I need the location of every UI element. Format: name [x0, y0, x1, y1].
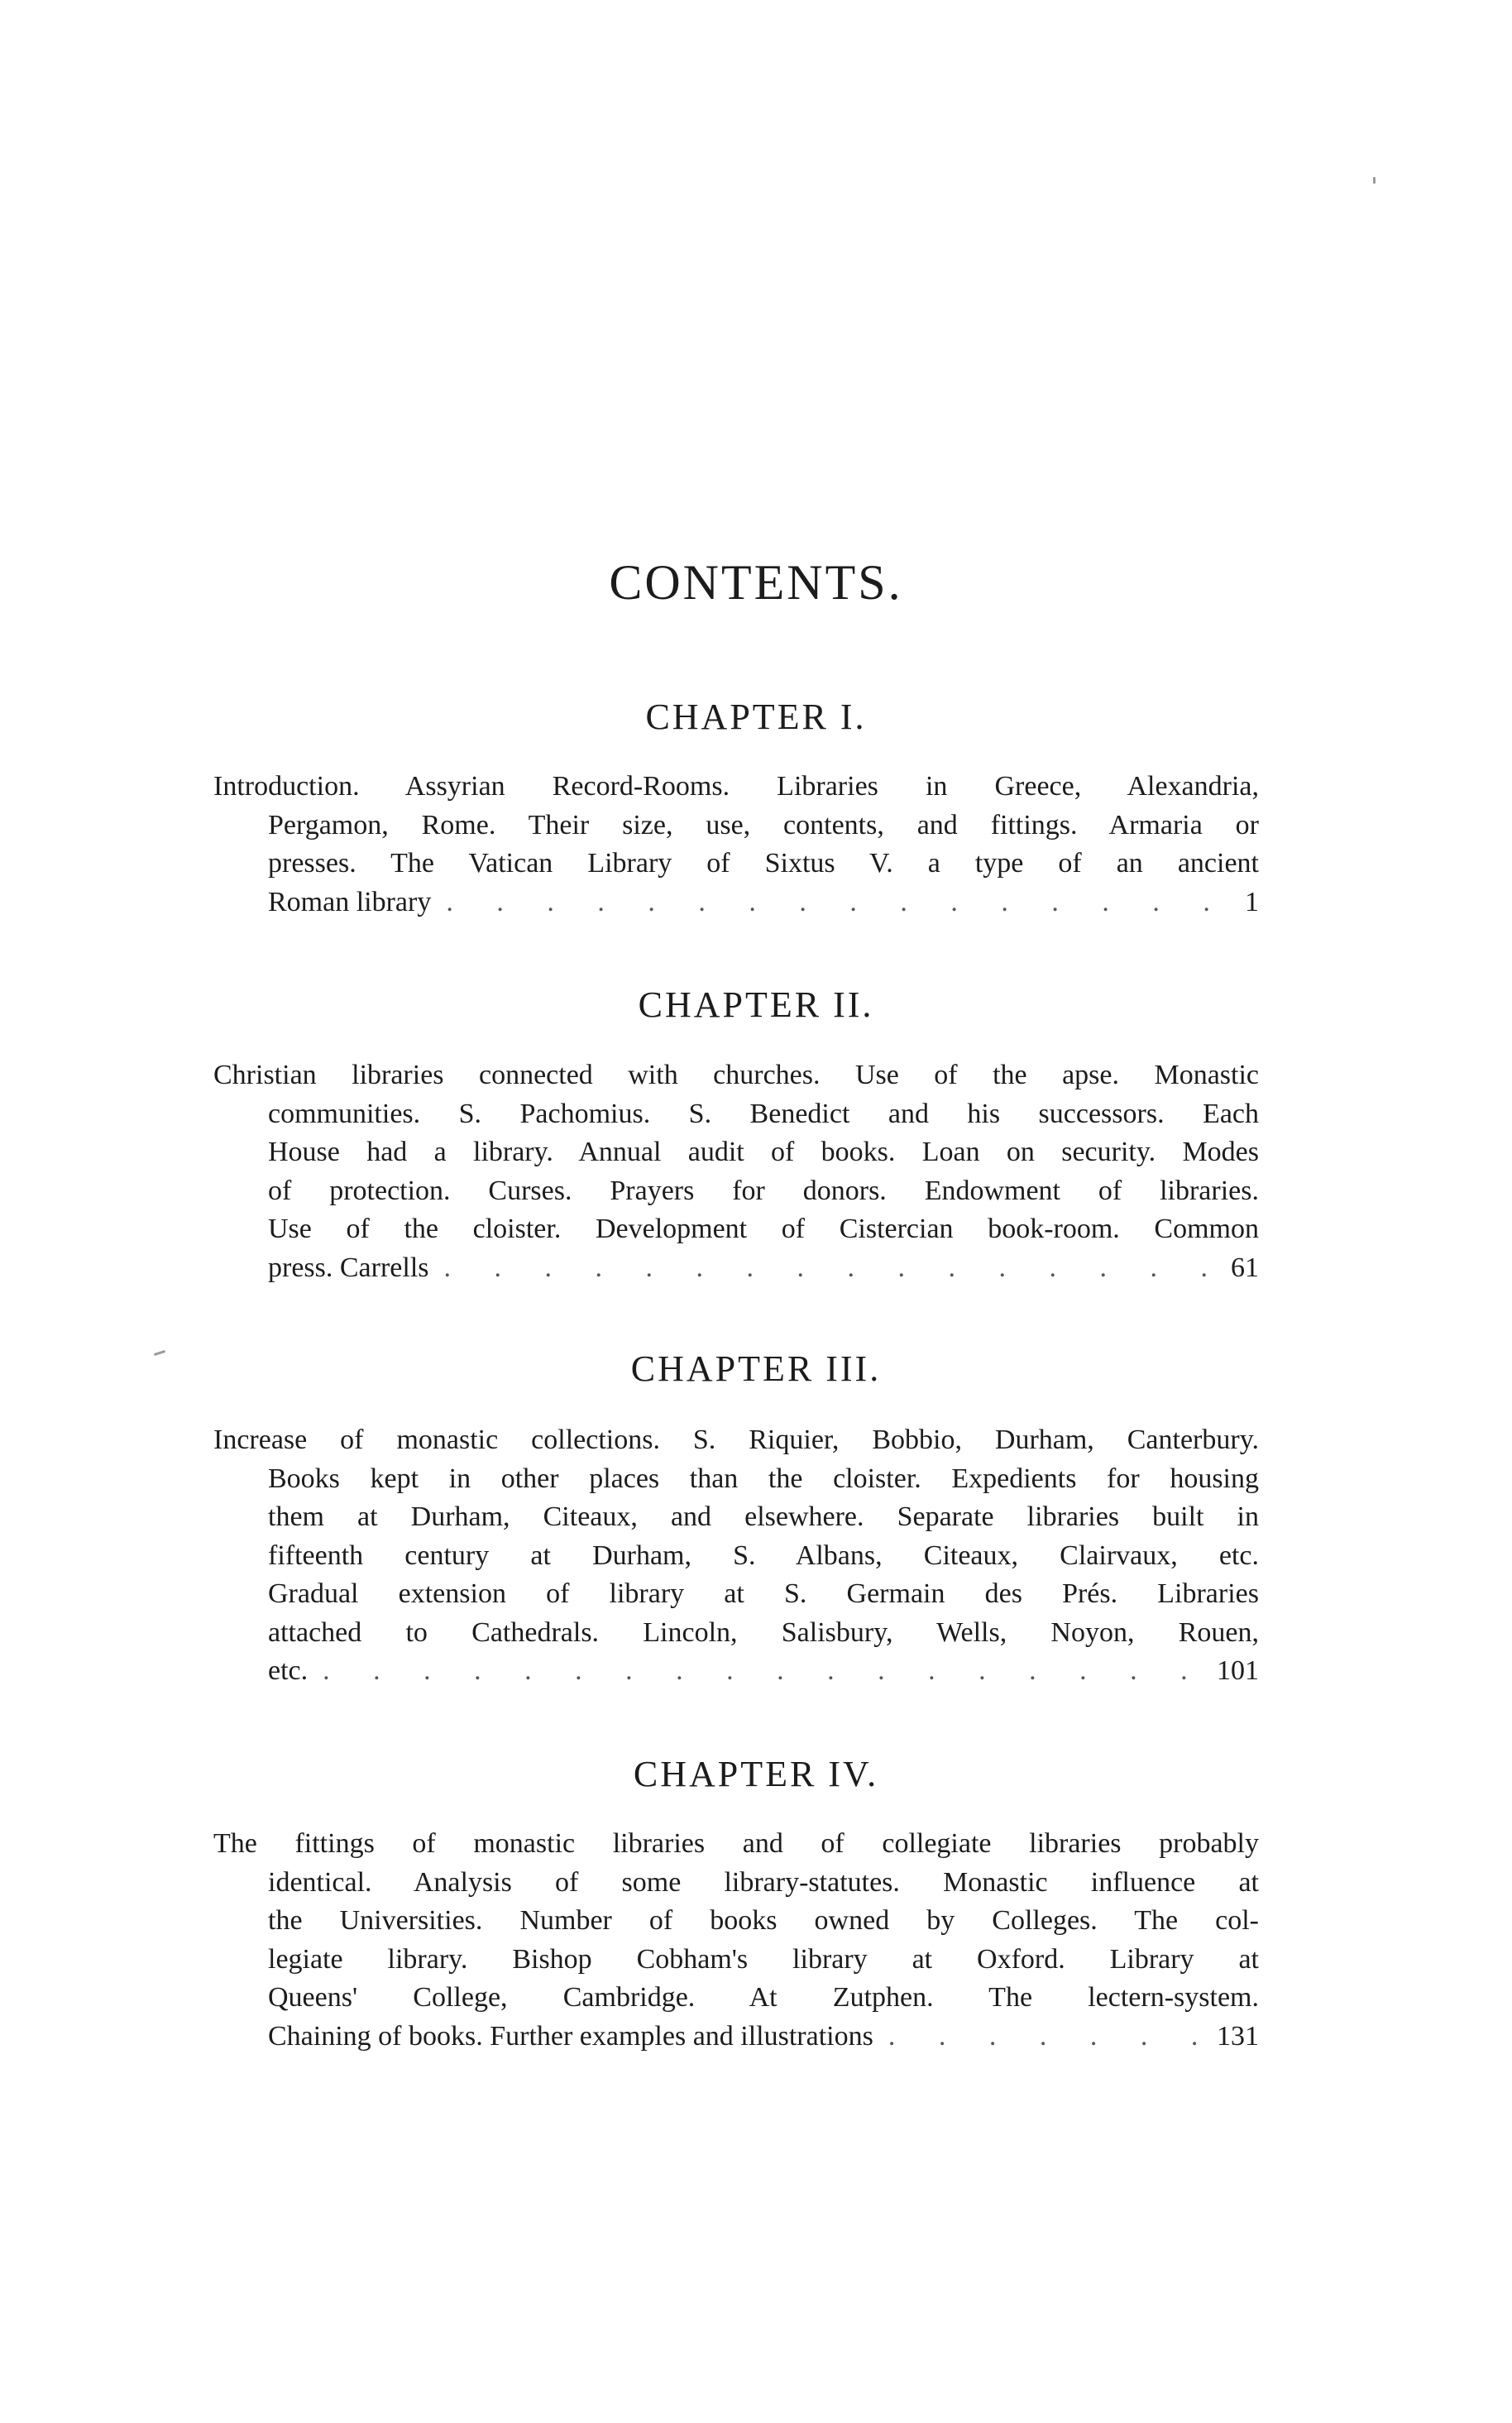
summary-line: Christian libraries connected with churches. Use of the apse. Monastic: [213, 1060, 1259, 1090]
chapter-summary-4: [213, 1825, 1259, 2056]
chapter-summary-2: [213, 1056, 1259, 1287]
summary-line: of protection. Curses. Prayers for donors. Endowment of libraries.: [268, 1175, 1259, 1206]
summary-line: etc.: [268, 1655, 309, 1686]
chapter-heading-1: CHAPTER I.: [645, 697, 867, 737]
summary-line: The fittings of monastic libraries and of collegiate libraries probably: [213, 1828, 1259, 1859]
summary-line: Increase of monastic collections. S. Riquier, Bobbio, Durham, Canterbury.: [213, 1425, 1259, 1455]
summary-line: Use of the cloister. Development of Cistercian book-room. Common: [268, 1214, 1259, 1244]
summary-line: the Universities. Number of books owned by Colleges. The col-: [268, 1905, 1259, 1936]
dot-leader: [308, 1652, 1217, 1691]
summary-line: fifteenth century at Durham, S. Albans, Citeaux, Clairvaux, etc.: [268, 1540, 1259, 1571]
summary-line: Gradual extension of library at S. Germain des Prés. Libraries: [268, 1578, 1259, 1609]
summary-line: communities. S. Pachomius. S. Benedict and his successors. Each: [268, 1098, 1259, 1129]
page-number: 101: [1217, 1655, 1259, 1686]
summary-last-line: [213, 1652, 1259, 1691]
dot-leader: [429, 1249, 1231, 1288]
summary-last-line: [213, 883, 1259, 922]
summary-line: legiate library. Bishop Cobham's library at Oxford. Library at: [268, 1943, 1259, 1975]
summary-line: them at Durham, Citeaux, and elsewhere. Separate libraries built in: [268, 1501, 1259, 1532]
summary-line: Queens' College, Cambridge. At Zutphen. The lectern-system.: [268, 1982, 1259, 2013]
page-number: 131: [1217, 2020, 1259, 2052]
chapter-summary-3: [213, 1421, 1259, 1691]
summary-line: attached to Cathedrals. Lincoln, Salisbury, Wells, Noyon, Rouen,: [268, 1616, 1259, 1648]
summary-line: Chaining of books. Further examples and illustrations: [268, 2020, 873, 2052]
chapter-heading-2: CHAPTER II.: [638, 984, 874, 1025]
scan-speck: [1373, 177, 1376, 184]
summary-line: Pergamon, Rome. Their size, use, contents, and fittings. Armaria or: [268, 809, 1259, 840]
summary-line: identical. Analysis of some library-statutes. Monastic influence at: [268, 1866, 1259, 1898]
summary-line: Books kept in other places than the cloister. Expedients for housing: [268, 1463, 1259, 1494]
dot-leader: [431, 883, 1245, 922]
summary-last-line: [213, 1249, 1259, 1288]
summary-line: Roman library: [268, 886, 432, 917]
chapter-heading-3: CHAPTER III.: [630, 1348, 882, 1389]
dot-leader: [873, 2018, 1217, 2057]
summary-line: House had a library. Annual audit of books. Loan on security. Modes: [268, 1137, 1259, 1167]
chapter-summary-1: [213, 768, 1259, 922]
chapter-heading-4: CHAPTER IV.: [633, 1754, 879, 1794]
summary-last-line: [213, 2018, 1259, 2057]
summary-line: press. Carrells: [268, 1252, 429, 1283]
summary-line: Introduction. Assyrian Record-Rooms. Libraries in Greece, Alexandria,: [213, 771, 1259, 802]
contents-title: CONTENTS.: [609, 555, 903, 610]
page-number: 61: [1231, 1252, 1259, 1283]
summary-line: presses. The Vatican Library of Sixtus V. a type of an ancient: [268, 848, 1259, 879]
page-number: 1: [1245, 886, 1259, 917]
